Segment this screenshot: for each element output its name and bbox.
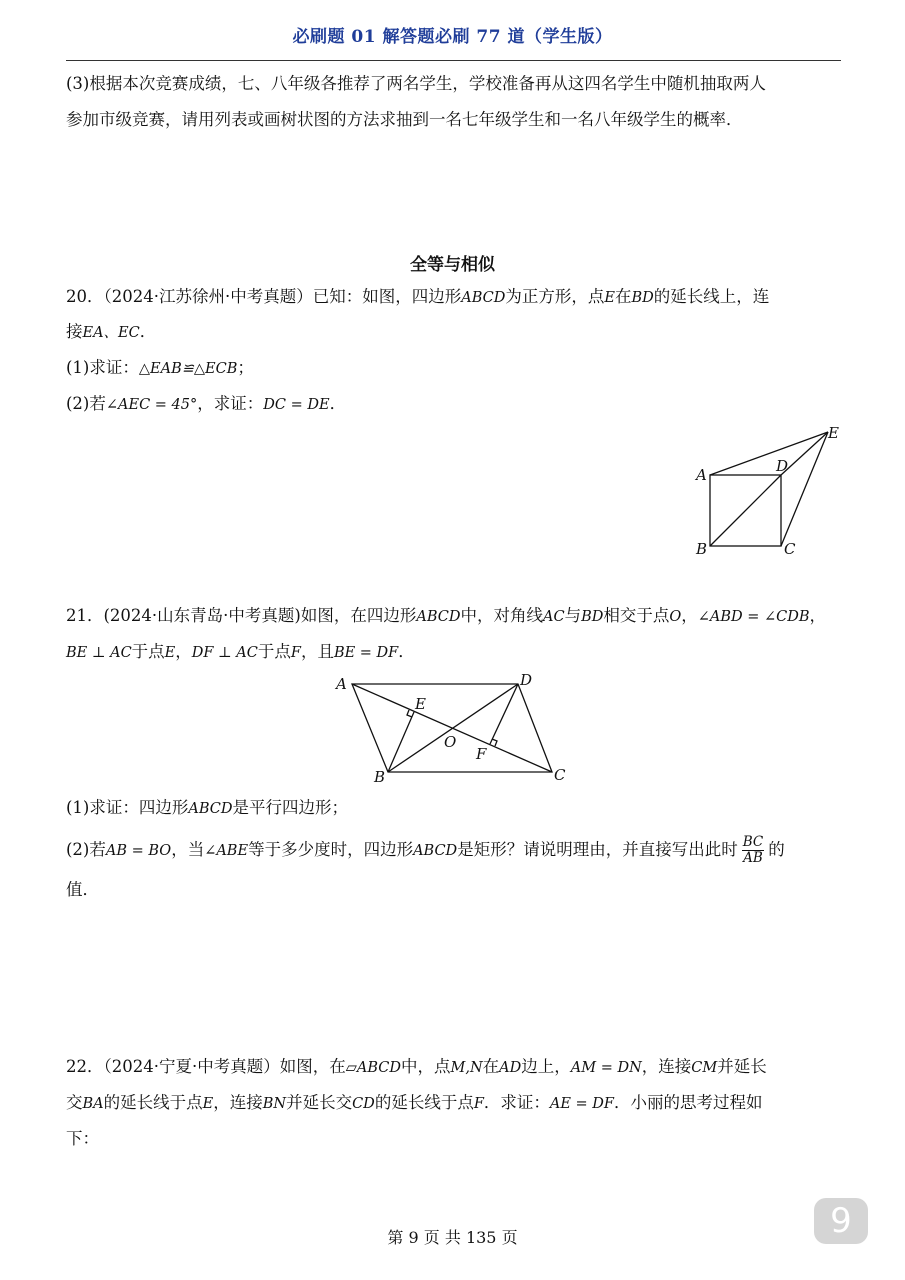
q22-text: 的延长线于点	[103, 1093, 203, 1112]
q22-text: 中，点	[401, 1057, 451, 1076]
q21-math: O	[669, 609, 682, 625]
q21-math: AB = BO	[105, 843, 172, 859]
q22-text: 的延长线于点	[374, 1093, 474, 1112]
fraction-bc-ab	[742, 835, 765, 866]
segment-ec	[781, 432, 828, 546]
q22-line1	[66, 1055, 767, 1080]
q22-line2	[66, 1091, 763, 1116]
q22-text: 并延长交	[286, 1093, 353, 1112]
q21-text: 与	[564, 606, 582, 625]
label-d: D	[776, 457, 789, 475]
q21-text: ，	[175, 642, 192, 661]
label-a: A	[336, 675, 347, 693]
q22-math: CD	[352, 1096, 375, 1112]
q20-text: ；	[237, 358, 254, 377]
q21-text: ，	[809, 606, 827, 625]
label-f: F	[476, 745, 487, 763]
q20-math: ABCD	[461, 290, 506, 306]
page-header: 必刷题 01 解答题必刷 77 道（学生版）	[292, 27, 613, 47]
q20-text: 的延长线上，连	[653, 287, 770, 306]
q21-text: (1)求证：四边形	[66, 798, 189, 817]
q22-text: 在	[482, 1057, 500, 1076]
q21-part1	[66, 796, 348, 821]
q22-math: F	[473, 1096, 484, 1112]
q20-math: ∠AEC = 45°	[105, 397, 198, 413]
page-number-badge: 9	[814, 1198, 868, 1244]
q21-math: ABCD	[413, 843, 458, 859]
q21-math: BE = DF	[333, 645, 399, 661]
q21-text: 中，对角线	[460, 606, 543, 625]
q20-text: 20．（2024·江苏徐州·中考真题）已知：如图，四边形	[66, 287, 462, 306]
q20-text: (1)求证：	[66, 358, 139, 377]
section-title: 全等与相似	[410, 255, 495, 275]
q20-math: DC = DE	[263, 397, 330, 413]
q21-math: ABCD	[188, 801, 233, 817]
q21-math: F	[290, 645, 301, 661]
q20-text: ，求证：	[197, 394, 264, 413]
q20-text: ．	[139, 322, 157, 341]
q22-math: AM = DN	[570, 1060, 642, 1076]
q20-figure	[690, 420, 850, 565]
q21-text: ，	[681, 606, 698, 625]
q20-text: 接	[66, 322, 83, 341]
fraction-numerator: BC	[742, 834, 764, 850]
q19-part3-line2: 参加市级竞赛，请用列表或画树状图的方法求抽到一名七年级学生和一名八年级学生的概率．	[66, 110, 743, 129]
q22-text: 22．（2024·宁夏·中考真题）如图，在	[66, 1057, 346, 1076]
q21-text: 相交于点	[603, 606, 670, 625]
q21-math: E	[164, 645, 176, 661]
q22-text: ．小丽的思考过程如	[614, 1093, 763, 1112]
q19-part3-line1: (3)根据本次竞赛成绩，七、八年级各推荐了两名学生，学校准备再从这四名学生中随机抽取两人	[66, 74, 766, 93]
header-rule	[66, 60, 841, 61]
label-d: D	[520, 671, 533, 689]
q21-text: 21．(2024·山东青岛·中考真题)如图，在四边形	[66, 606, 417, 625]
diagonal-bd	[710, 475, 781, 546]
q22-text: 交	[66, 1093, 83, 1112]
q21-math: DF ⊥ AC	[191, 645, 258, 661]
q21-text: ．	[398, 642, 415, 661]
q21-text: 是矩形？请说明理由，并直接写出此时	[457, 840, 738, 859]
q21-math: BE ⊥ AC	[66, 645, 132, 661]
right-angle-e	[407, 710, 412, 717]
q21-line1	[66, 604, 826, 629]
q21-part2-line2: 值．	[66, 880, 99, 899]
q21-line2	[66, 640, 415, 665]
q20-line2	[66, 320, 156, 345]
label-o: O	[444, 733, 457, 751]
q21-text: ，当	[171, 840, 205, 859]
q21-math: ABCD	[416, 609, 461, 625]
q21-text: 是平行四边形；	[232, 798, 348, 817]
q21-text: 于点	[131, 642, 165, 661]
q22-math: M	[450, 1060, 466, 1076]
q22-math: ,	[465, 1060, 470, 1076]
q20-text: 在	[614, 287, 632, 306]
q21-text: (2)若	[66, 840, 106, 859]
q21-text: 等于多少度时，四边形	[248, 840, 414, 859]
page-footer: 第 9 页 共 135 页	[387, 1228, 518, 1247]
q20-line1	[66, 285, 769, 310]
q22-text: ，连接	[213, 1093, 263, 1112]
label-a: A	[696, 466, 707, 484]
q22-math: N	[469, 1060, 483, 1076]
q21-math: ∠ABD = ∠CDB	[697, 609, 810, 625]
q20-text: ．	[329, 394, 347, 413]
q20-math: △EAB≌△ECB	[138, 361, 238, 377]
q21-text: 于点	[257, 642, 291, 661]
q22-text: ．求证：	[483, 1093, 550, 1112]
q22-math: E	[202, 1096, 214, 1112]
q21-text: ，且	[300, 642, 334, 661]
q21-part2	[66, 833, 785, 868]
q22-math: BN	[262, 1096, 287, 1112]
q22-math: BA	[82, 1096, 104, 1112]
q22-math: AD	[499, 1060, 522, 1076]
q22-math: CM	[691, 1060, 718, 1076]
q22-line3: 下：	[66, 1129, 99, 1148]
q22-text: ，连接	[641, 1057, 692, 1076]
label-e: E	[415, 695, 426, 713]
q22-math: AE = DF	[549, 1096, 614, 1112]
segment-ea	[710, 432, 828, 475]
label-c: C	[784, 540, 796, 558]
q20-math: E	[604, 290, 615, 306]
q20-text: 为正方形，点	[505, 287, 605, 306]
label-b: B	[374, 768, 386, 786]
q20-math: EA、EC	[82, 325, 140, 341]
extension-de	[781, 432, 828, 475]
q21-math: ∠ABE	[204, 843, 249, 859]
label-e: E	[828, 424, 839, 442]
q20-part1	[66, 356, 254, 381]
q20-text: (2)若	[66, 394, 106, 413]
q21-figure	[330, 668, 580, 786]
label-c: C	[554, 766, 566, 784]
q21-math: BD	[581, 609, 604, 625]
q22-math: ▱ABCD	[345, 1060, 402, 1076]
fraction-denominator: AB	[743, 850, 763, 866]
q22-text: 并延长	[717, 1057, 767, 1076]
right-angle-f	[492, 739, 497, 746]
q21-text: 的	[768, 840, 785, 859]
label-b: B	[696, 540, 708, 558]
q22-text: 边上，	[521, 1057, 571, 1076]
q21-math: AC	[542, 609, 565, 625]
q20-part2	[66, 392, 346, 417]
q20-math: BD	[631, 290, 654, 306]
